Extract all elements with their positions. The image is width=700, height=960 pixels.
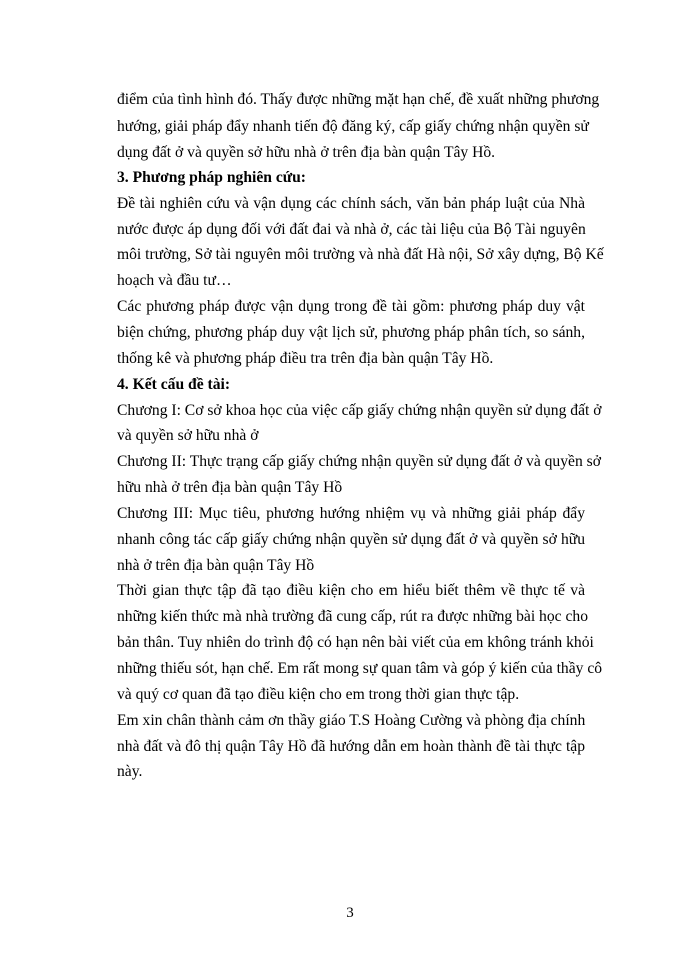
- text-line: Chương II: Thực trạng cấp giấy chứng nhận quyền sử dụng đất ở và quyền sở: [117, 453, 601, 470]
- text-line: này.: [117, 763, 143, 780]
- text-line: Thời gian thực tập đã tạo điều kiện cho em hiểu biết thêm về thực tế và: [117, 582, 585, 599]
- text-line: nhà ở trên địa bàn quận Tây Hồ: [117, 557, 315, 574]
- text-line: và quý cơ quan đã tạo điều kiện cho em trong thời gian thực tập.: [117, 686, 520, 703]
- section-heading-structure: 4. Kết cấu đề tài:: [117, 376, 231, 393]
- text-line: Chương I: Cơ sở khoa học của việc cấp giấy chứng nhận quyền sử dụng đất ở: [117, 402, 602, 419]
- text-line: Các phương pháp được vận dụng trong đề tài gồm: phương pháp duy vật: [117, 298, 585, 315]
- page-number: 3: [346, 905, 354, 921]
- text-line: những thiếu sót, hạn chế. Em rất mong sự quan tâm và góp ý kiến của thầy cô: [117, 660, 603, 677]
- text-line: môi trường, Sở tài nguyên môi trường và nhà đất Hà nội, Sở xây dựng, Bộ Kế: [117, 246, 604, 263]
- text-line: nước được áp dụng đối với đất đai và nhà ở, các tài liệu của Bộ Tài nguyên: [117, 221, 586, 238]
- text-line: Em xin chân thành cảm ơn thầy giáo T.S Hoàng Cường và phòng địa chính: [117, 712, 586, 729]
- text-line: hướng, giải pháp đẩy nhanh tiến độ đăng ký, cấp giấy chứng nhận quyền sử: [117, 118, 589, 135]
- text-line: hoạch và đầu tư…: [117, 272, 232, 289]
- text-line: nhanh công tác cấp giấy chứng nhận quyền sử dụng đất ở và quyền sở hữu: [117, 531, 585, 548]
- text-line: Chương III: Mục tiêu, phương hướng nhiệm vụ và những giải pháp đẩy: [117, 505, 585, 522]
- section-heading-methods: 3. Phương pháp nghiên cứu:: [117, 169, 306, 186]
- text-line: điểm của tình hình đó. Thấy được những mặt hạn chế, đề xuất những phương: [117, 91, 600, 108]
- text-line: hữu nhà ở trên địa bàn quận Tây Hồ: [117, 479, 343, 496]
- text-line: Đề tài nghiên cứu và vận dụng các chính sách, văn bản pháp luật của Nhà: [117, 195, 585, 212]
- text-line: nhà đất và đô thị quận Tây Hồ đã hướng dẫn em hoàn thành đề tài thực tập: [117, 738, 585, 755]
- text-line: thống kê và phương pháp điều tra trên địa bàn quận Tây Hồ.: [117, 350, 494, 367]
- text-line: dụng đất ở và quyền sở hữu nhà ở trên địa bàn quận Tây Hồ.: [117, 144, 496, 161]
- text-line: biện chứng, phương pháp duy vật lịch sử, phương pháp phân tích, so sánh,: [117, 324, 585, 341]
- text-line: và quyền sở hữu nhà ở: [117, 427, 259, 444]
- text-line: những kiến thức mà nhà trường đã cung cấp, rút ra được những bài học cho: [117, 608, 588, 625]
- text-line: bản thân. Tuy nhiên do trình độ có hạn nên bài viết của em không tránh khỏi: [117, 634, 594, 651]
